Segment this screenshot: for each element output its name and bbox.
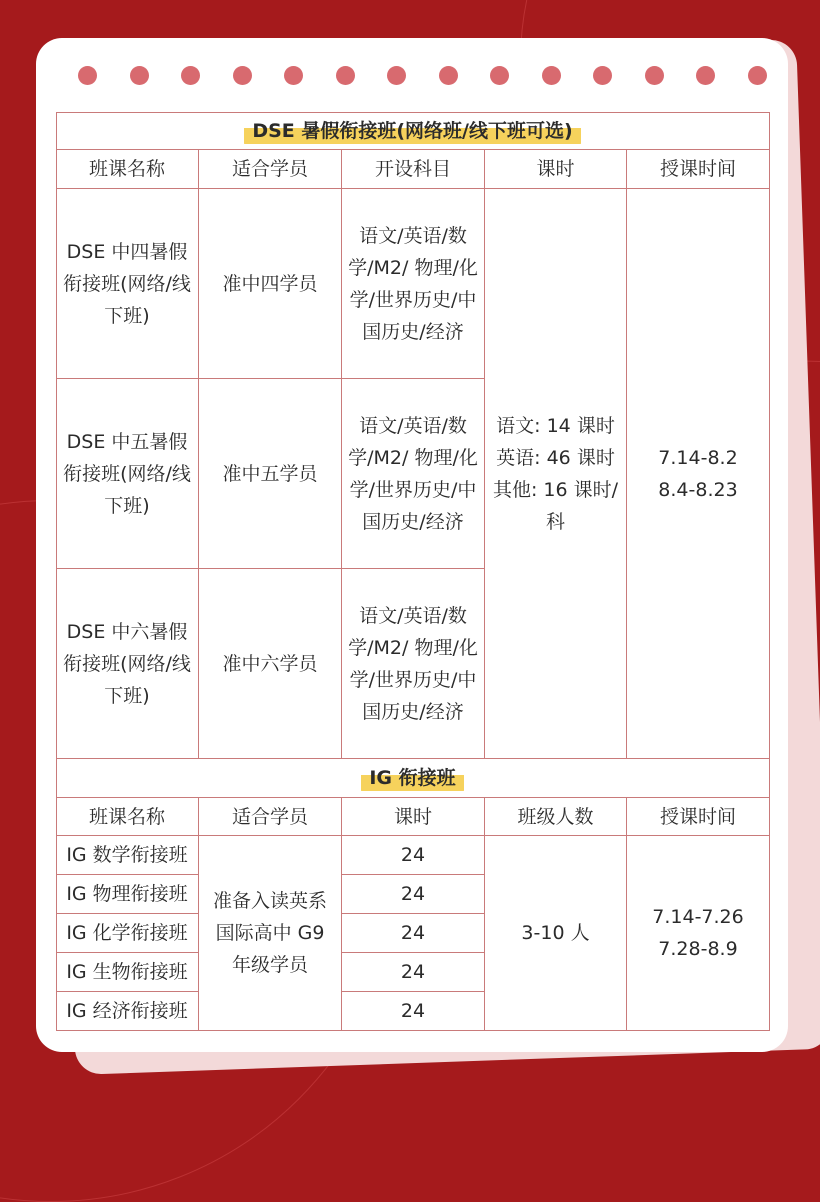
dot bbox=[181, 66, 200, 85]
dot bbox=[78, 66, 97, 85]
ig-row-hours: 24 bbox=[342, 992, 485, 1031]
ig-row-hours: 24 bbox=[342, 836, 485, 875]
dse-header-hours: 课时 bbox=[485, 150, 627, 189]
dse-title-text: DSE 暑假衔接班(网络班/线下班可选) bbox=[244, 115, 580, 147]
dse-header-schedule: 授课时间 bbox=[627, 150, 770, 189]
dse-header-name: 班课名称 bbox=[56, 150, 199, 189]
ig-class-size: 3-10 人 bbox=[485, 836, 627, 1031]
ig-row-hours: 24 bbox=[342, 875, 485, 914]
ig-title-text: IG 衔接班 bbox=[361, 762, 463, 794]
dse-section-title bbox=[56, 112, 770, 150]
dot bbox=[233, 66, 252, 85]
ig-header-name: 班课名称 bbox=[56, 798, 199, 836]
dse-row-students: 准中五学员 bbox=[199, 379, 342, 569]
dse-row-subjects: 语文/英语/数学/M2/ 物理/化学/世界历史/中国历史/经济 bbox=[342, 189, 485, 379]
dse-schedule: 7.14-8.2 8.4-8.23 bbox=[627, 189, 770, 759]
dot bbox=[593, 66, 612, 85]
ig-row-name: IG 经济衔接班 bbox=[56, 992, 199, 1031]
dse-hours: 语文: 14 课时 英语: 46 课时 其他: 16 课时/科 bbox=[485, 189, 627, 759]
decorative-dots bbox=[78, 66, 758, 88]
ig-row-name: IG 生物衔接班 bbox=[56, 953, 199, 992]
ig-row-name: IG 化学衔接班 bbox=[56, 914, 199, 953]
dot bbox=[645, 66, 664, 85]
dse-row-name: DSE 中五暑假衔接班(网络/线下班) bbox=[56, 379, 199, 569]
dot bbox=[490, 66, 509, 85]
dot bbox=[284, 66, 303, 85]
dot bbox=[542, 66, 561, 85]
dot bbox=[387, 66, 406, 85]
dse-row-subjects: 语文/英语/数学/M2/ 物理/化学/世界历史/中国历史/经济 bbox=[342, 569, 485, 759]
ig-section-title bbox=[56, 759, 770, 798]
dse-row-students: 准中四学员 bbox=[199, 189, 342, 379]
ig-header-schedule: 授课时间 bbox=[627, 798, 770, 836]
dse-header-students: 适合学员 bbox=[199, 150, 342, 189]
dot bbox=[748, 66, 767, 85]
dse-row-name: DSE 中六暑假衔接班(网络/线下班) bbox=[56, 569, 199, 759]
ig-row-hours: 24 bbox=[342, 953, 485, 992]
dse-row-subjects: 语文/英语/数学/M2/ 物理/化学/世界历史/中国历史/经济 bbox=[342, 379, 485, 569]
dse-header-subjects: 开设科目 bbox=[342, 150, 485, 189]
ig-header-class-size: 班级人数 bbox=[485, 798, 627, 836]
ig-students: 准备入读英系国际高中 G9 年级学员 bbox=[199, 836, 342, 1031]
ig-row-name: IG 数学衔接班 bbox=[56, 836, 199, 875]
dot bbox=[439, 66, 458, 85]
dot bbox=[130, 66, 149, 85]
dot bbox=[336, 66, 355, 85]
dse-row-students: 准中六学员 bbox=[199, 569, 342, 759]
ig-header-hours: 课时 bbox=[342, 798, 485, 836]
ig-header-students: 适合学员 bbox=[199, 798, 342, 836]
dot bbox=[696, 66, 715, 85]
ig-schedule: 7.14-7.26 7.28-8.9 bbox=[627, 836, 770, 1031]
ig-row-name: IG 物理衔接班 bbox=[56, 875, 199, 914]
ig-row-hours: 24 bbox=[342, 914, 485, 953]
schedule-card bbox=[36, 38, 788, 1052]
dse-row-name: DSE 中四暑假衔接班(网络/线下班) bbox=[56, 189, 199, 379]
